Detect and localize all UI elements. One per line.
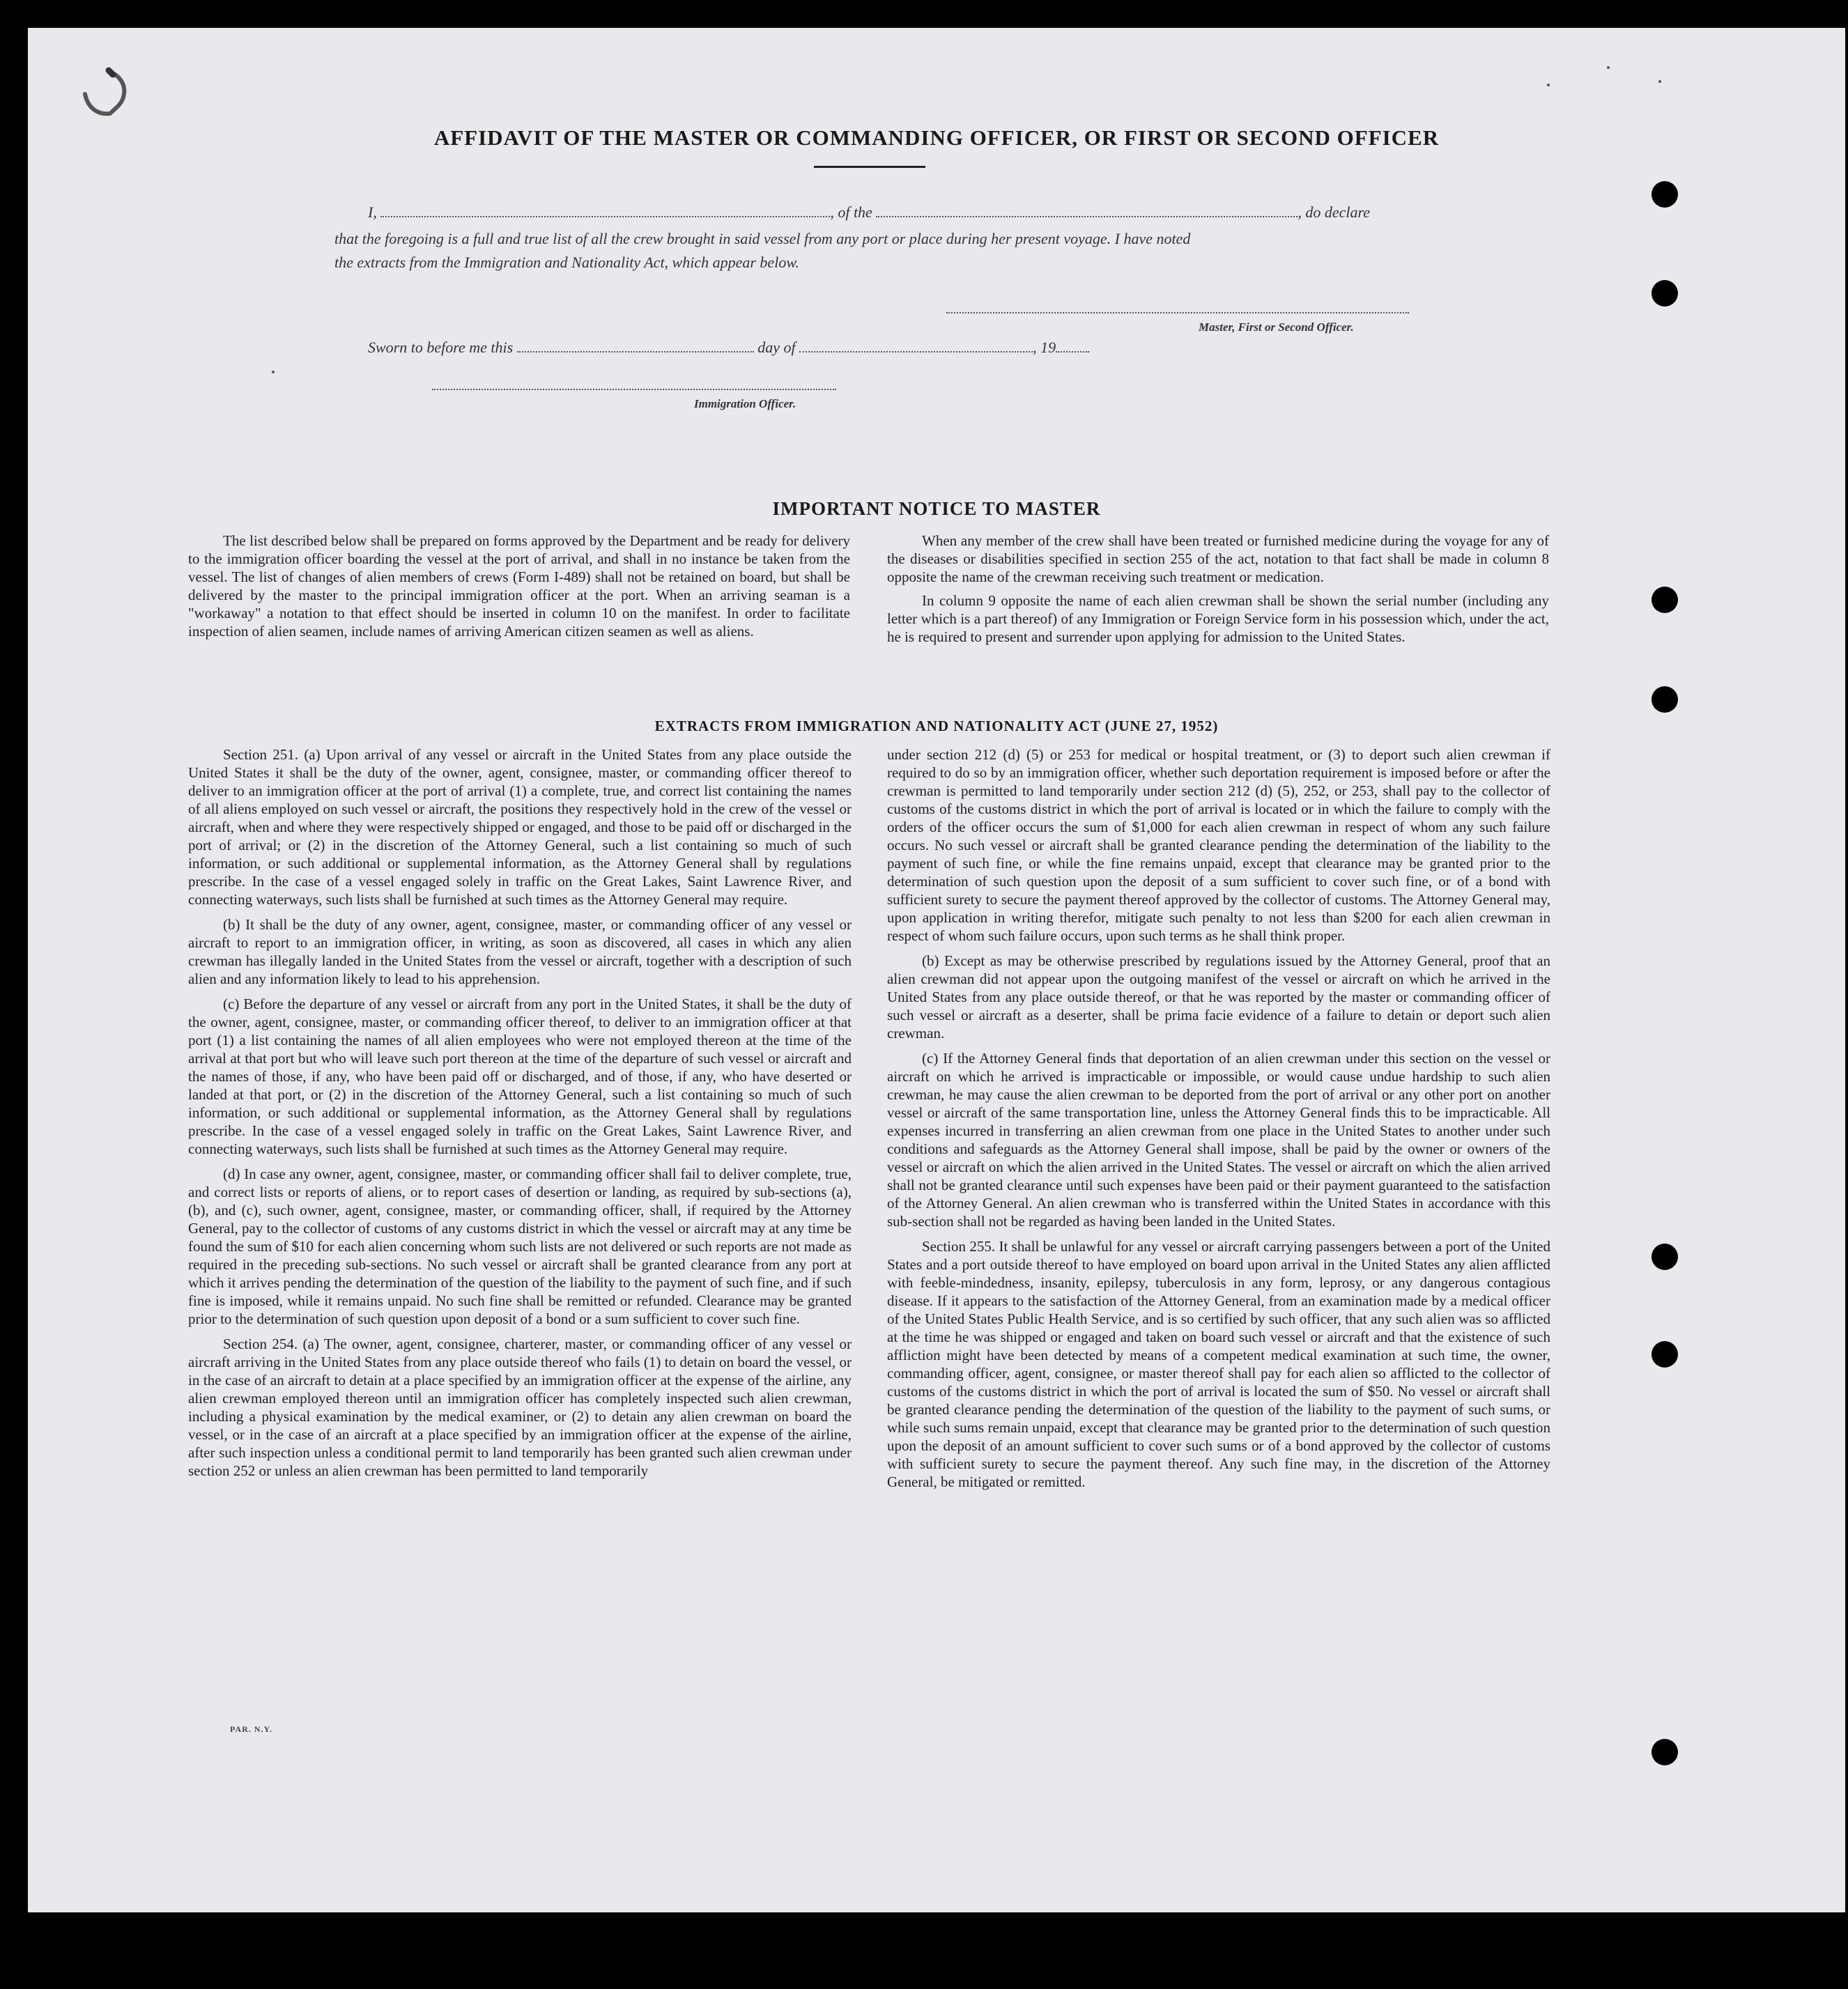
extracts-title: EXTRACTS FROM IMMIGRATION AND NATIONALITY ACT (JUNE 27, 1952) <box>654 718 1219 734</box>
section-251b: (b) It shall be the duty of any owner, agent, consignee, master, or commanding officer of any vessel or aircraft to report to an immigration officer, in writing, as soon as discovered, all cases in which any alien crewman has illegally landed in the United States from the vessel or aircraft, together with a description of such alien and any information likely to lead to his apprehension. <box>188 916 852 987</box>
document-page <box>28 28 1845 1912</box>
section-254b: (b) Except as may be otherwise prescribed by regulations issued by the Attorney General, proof that an alien crewman did not appear upon the outgoing manifest of the vessel or aircraft on which he arrived in the United States from any place outside thereof, or that he was reported by the master or commanding officer of such vessel or aircraft as a deserter, shall be prima facie evidence of a failure to detain or deport such alien crewman. <box>887 952 1550 1042</box>
notice-left-paragraph: The list described below shall be prepared on forms approved by the Department and be ready for delivery to the immigration officer boarding the vessel at the port of arrival, and shall in no instance be taken from the vessel. The list of changes of alien members of crews (Form I-489) shall not be retained on board, but shall be delivered by the master to the principal immigration officer at the port. When an arriving seaman is a "workaway" a notation to that effect should be inserted in column 10 on the manifest. In order to facilitate inspection of alien seamen, include names of arriving American citizen seamen as well as aliens. <box>188 532 850 640</box>
punch-hole <box>1651 1341 1678 1368</box>
title-rule <box>814 166 925 168</box>
year-blank <box>1056 340 1089 353</box>
year-label: , 19 <box>1033 339 1056 356</box>
section-254c: (c) If the Attorney General finds that deportation of an alien crewman under this section on the vessel or aircraft on which he arrived is impracticable or impossible, or would cause undue hardship to such alien crewman, he may cause the alien crewman to be deported from the port of arrival or any other port on another vessel or aircraft of the same transportation line, unless the Attorney General finds this to be impracticable. All expenses incurred in transferring an alien crewman from one place in the United States to another under such conditions and safeguards as the Attorney General shall impose, shall be paid by the owner or owners of the vessel or aircraft on which the alien arrived in the United States. The vessel or aircraft on which the alien arrived shall not be granted clearance until such expenses have been paid or their payment guaranteed to the satisfaction of the Attorney General. An alien crewman who is transferred within the United States in accordance with this sub-section shall not be regarded as having been landed in the United States. <box>887 1050 1550 1230</box>
name-blank <box>380 205 830 217</box>
day-of-label: day of <box>757 339 796 356</box>
section-251a: Section 251. (a) Upon arrival of any vessel or aircraft in the United States from any place outside the United States it shall be the duty of the owner, agent, consignee, master, or commanding officer thereof to deliver to an immigration officer at the port of arrival (1) a complete, true, and correct list containing the names of all aliens employed on such vessel or aircraft, the positions they respectively hold in the crew of the vessel or aircraft, when and where they were respectively shipped or engaged, and those to be paid off or discharged in the port of arrival; or (2) in the discretion of the Attorney General, such a list containing so much of such information, or such additional or supplemental information, as the Attorney General shall by regulations prescribe. In the case of a vessel engaged solely in traffic on the Great Lakes, Saint Lawrence River, and connecting waterways, such lists shall be furnished at such times as the Attorney General may require. <box>188 746 852 908</box>
affidavit-line-1 <box>368 203 1370 222</box>
dust-speck <box>1547 84 1550 86</box>
punch-hole <box>1651 1739 1678 1765</box>
corner-pencil-mark <box>77 66 139 129</box>
section-254a-continued: under section 212 (d) (5) or 253 for medical or hospital treatment, or (3) to deport such alien crewman if required to do so by an immigration officer, whether such deportation requirement is imposed before or after the crewman is permitted to land temporarily under section 212 (d) (5), 252, or 253, shall pay to the collector of customs of the customs district in which the port of arrival is located or in which the failure to comply with the orders of the officer occurs the sum of $1,000 for each alien crewman in respect of whom any such failure occurs. No such vessel or aircraft shall be granted clearance pending the determination of the liability to the payment of such fine, or while the fine remains unpaid, except that clearance may be granted prior to the determination of such question upon the deposit of a sum sufficient to cover such fine, or of a bond with sufficient surety to secure the payment thereof approved by the collector of customs. The Attorney General may, upon application in writing therefor, mitigate such penalty to not less than $200 for each alien crewman in respect of whom such failure occurs, upon such terms as he shall think proper. <box>887 746 1550 944</box>
notice-left-column <box>188 532 850 646</box>
affidavit-line-2: that the foregoing is a full and true list of all the crew brought in said vessel from any port or place during her present voyage. I have noted <box>334 230 1191 247</box>
notice-right-column <box>887 532 1549 651</box>
punch-hole <box>1651 181 1678 208</box>
section-251c: (c) Before the departure of any vessel or aircraft from any port in the United States, it shall be the duty of the owner, agent, consignee, master, or commanding officer thereof, to deliver to an immigration officer at that port (1) a list containing the names of all alien employees who were not employed thereon at the time of the arrival at that port but who will leave such port thereon at the time of the departure of such vessel or aircraft and the names of those, if any, who have been paid off or discharged, and of those, if any, who have deserted or landed at that port, or (2) in the discretion of the Attorney General, such a list containing so much of such information, or such additional or supplemental information, as the Attorney General shall by regulations prescribe. In the case of a vessel engaged solely in traffic on the Great Lakes, Saint Lawrence River, and connecting waterways, such lists shall be furnished at such times as the Attorney General may require. <box>188 996 852 1157</box>
dust-speck <box>272 371 275 373</box>
punch-hole <box>1651 280 1678 307</box>
master-signature-caption: Master, First or Second Officer. <box>1199 320 1354 334</box>
sworn-day-blank <box>517 340 754 353</box>
officer-signature-line <box>432 389 836 390</box>
sworn-line <box>368 339 1089 357</box>
vessel-blank <box>876 205 1298 217</box>
notice-right-paragraph-1: When any member of the crew shall have been treated or furnished medicine during the voyage for any of the diseases or disabilities specified in section 255 of the act, notation to that fact shall be made in column 8 opposite the name of the crewman receiving such treatment or medication. <box>887 532 1549 585</box>
extracts-right-column <box>887 745 1550 1498</box>
section-251d: (d) In case any owner, agent, consignee, master, or commanding officer shall fail to deliver complete, true, and correct lists or reports of aliens, or to report cases of desertion or landing, as required by sub-sections (a), (b), and (c), such owner, agent, consignee, master, or commanding officer, shall, if required by the Attorney General, pay to the collector of customs of any customs district in which the vessel or aircraft may at any time be found the sum of $10 for each alien concerning whom such lists are not delivered or such reports are not made as required in the preceding sub-sections. No such vessel or aircraft shall be granted clearance from any port at which it arrives pending the determination of the question of the liability to the payment of such fine, and if such fine is imposed, while it remains unpaid. No such fine shall be remitted or refunded. Clearance may be granted prior to the determination of such question upon deposit of a bond or a sum sufficient to cover such fine. <box>188 1166 852 1327</box>
punch-hole <box>1651 587 1678 613</box>
punch-hole <box>1651 686 1678 713</box>
affidavit-title: AFFIDAVIT OF THE MASTER OR COMMANDING OFFICER, OR FIRST OR SECOND OFFICER <box>433 125 1440 150</box>
section-254a: Section 254. (a) The owner, agent, consignee, charterer, master, or commanding officer of any vessel or aircraft arriving in the United States from any place outside thereof who fails (1) to detain on board the vessel, or in the case of an aircraft to detain at a place specified by an immigration officer at the expense of the airline, any alien crewman employed thereon until an immigration officer has completely inspected such alien crewman, including a physical examination by the medical examiner, or (2) to detain any alien crewman on board the vessel, or in the case of an aircraft at a place specified by an immigration officer at the expense of the airline, after such inspection unless a conditional permit to land temporarily has been granted such alien crewman under section 252 or unless an alien crewman has been permitted to land temporarily <box>188 1336 852 1479</box>
printer-mark: PAR. N.Y. <box>230 1724 273 1734</box>
dust-speck <box>1658 80 1661 83</box>
do-declare-label: , do declare <box>1298 203 1370 221</box>
sworn-label: Sworn to before me this <box>368 339 514 356</box>
of-the-label: , of the <box>830 203 872 221</box>
sworn-month-blank <box>799 340 1033 353</box>
officer-signature-caption: Immigration Officer. <box>694 397 796 410</box>
section-255: Section 255. It shall be unlawful for any vessel or aircraft carrying passengers between a port of the United States and a port outside thereof to have employed on board upon arrival in the United States any alien afflicted with feeble-mindedness, insanity, epilepsy, tuberculosis in any form, leprosy, or any dangerous contagious disease. If it appears to the satisfaction of the Attorney General, from an examination made by a medical officer of the United States Public Health Service, and is so certified by such officer, that any such alien was so afflicted at the time he was shipped or engaged and taken on board such vessel or aircraft and that the existence of such affliction might have been detected by means of a competent medical examination at such time, the owner, commanding officer, agent, consignee, or master thereof shall pay for each alien so afflicted to the collector of customs of the customs district in which the port of arrival is located the sum of $50. No vessel or aircraft shall be granted clearance pending the determination of the question of the liability to the payment of such sums, or while such sums remain unpaid, except that clearance may be granted prior to the determination of such question upon the deposit of an amount sufficient to cover such sums or of a bond approved by the collector of customs with sufficient surety to secure the payment thereof. Any such fine may, in the discretion of the Attorney General, be mitigated or remitted. <box>887 1238 1550 1490</box>
affidavit-i-label: I, <box>368 203 377 221</box>
extracts-left-column <box>188 745 852 1487</box>
punch-hole <box>1651 1244 1678 1270</box>
dust-speck <box>1607 66 1610 69</box>
notice-right-paragraph-2: In column 9 opposite the name of each alien crewman shall be shown the serial number (including any letter which is a part thereof) of any Immigration or Foreign Service form in his possession which, under the act, he is required to present and surrender upon applying for admission to the United States. <box>887 592 1549 645</box>
notice-title: IMPORTANT NOTICE TO MASTER <box>772 498 1101 519</box>
master-signature-line <box>946 312 1409 314</box>
affidavit-line-3: the extracts from the Immigration and Nationality Act, which appear below. <box>334 254 799 271</box>
